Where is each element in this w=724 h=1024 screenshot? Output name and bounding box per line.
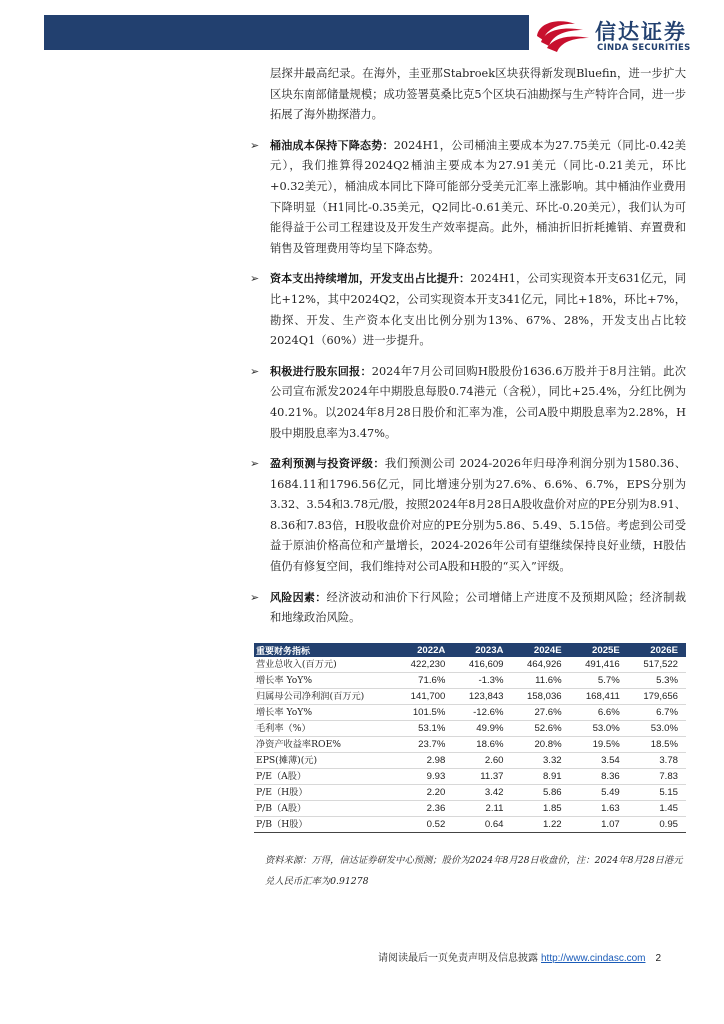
table-cell: 53.1% <box>395 721 453 737</box>
row-label: P/E（A股） <box>254 769 395 785</box>
table-body <box>254 657 686 833</box>
table-cell: 2.36 <box>395 801 453 817</box>
footer-website-link[interactable]: http://www.cindasc.com <box>541 953 646 964</box>
column-header: 2026E <box>628 643 686 657</box>
bullet-capex <box>250 269 687 351</box>
table-header-row <box>254 643 686 657</box>
table-cell: 7.83 <box>628 769 686 785</box>
logo-english-name: CINDA SECURITIES <box>597 43 691 53</box>
table-cell: 464,926 <box>512 657 570 673</box>
table-cell: 49.9% <box>453 721 511 737</box>
table-cell: 5.49 <box>570 785 628 801</box>
table-cell: 0.52 <box>395 817 453 833</box>
bullet-text: 2024年7月公司回购H股股份1636.6万股并于8月注销。此次公司宣布派发2024年中期股息每股0.74港元（含税），同比+25.4%，分红比例为40.21%。以2024年8月28日股价和汇率为准，公司A股中期股息率为2.28%，H股中期股息率为3.47%。 <box>270 364 687 440</box>
table-cell: 5.15 <box>628 785 686 801</box>
column-header: 2025E <box>570 643 628 657</box>
table-cell: 20.8% <box>512 737 570 753</box>
table-cell: 3.42 <box>453 785 511 801</box>
row-label: P/B（H股） <box>254 817 395 833</box>
table-cell: 158,036 <box>512 689 570 705</box>
table-cell: 53.0% <box>570 721 628 737</box>
table-cell: 2.20 <box>395 785 453 801</box>
table-cell: 5.3% <box>628 673 686 689</box>
bullet-text: 我们预测公司 2024-2026年归母净利润分别为1580.36、1684.11和1796.56亿元，同比增速分别为27.6%、6.6%、6.7%，EPS分别为3.32、3.54和3.78元/股，按照2024年8月28日A股收盘价对应的PE分别为8.91、8.36和7.83倍，H股收盘价对应的PE分别为5.86、5.49、5.15倍。考虑到公司受益于原油价格高位和产量增长，2024-2026年公司有望继续保持良好业绩，H股估值仍有修复空间，我们维持对公司A股和H股的“买入”评级。 <box>270 457 687 574</box>
header-bar <box>44 15 529 50</box>
report-body <box>250 64 687 629</box>
bullet-lead: 资本支出持续增加，开发支出占比提升： <box>270 272 471 286</box>
row-label: 毛利率（%） <box>254 721 395 737</box>
table-cell: 2.98 <box>395 753 453 769</box>
bullet-shareholder-return <box>250 362 687 444</box>
column-header: 2023A <box>453 643 511 657</box>
table-row <box>254 689 686 705</box>
table-cell: 517,522 <box>628 657 686 673</box>
row-label: P/E（H股） <box>254 785 395 801</box>
page-footer <box>378 949 661 964</box>
table-row <box>254 705 686 721</box>
logo-chinese-name: 信达证券 <box>595 20 687 44</box>
footer-disclaimer: 请阅读最后一页免责声明及信息披露 <box>378 953 538 964</box>
table-cell: 11.6% <box>512 673 570 689</box>
intro-paragraph: 层探井最高纪录。在海外，圭亚那Stabroek区块获得新发现Bluefin，进一步扩大区块东南部储量规模；成功签署莫桑比克5个区块石油勘探与生产特许合同，进一步拓展了海外勘探潜力。 <box>270 67 686 122</box>
table-cell: 3.32 <box>512 753 570 769</box>
bullet-cost <box>250 136 687 260</box>
table-cell: 18.5% <box>628 737 686 753</box>
table-cell: 101.5% <box>395 705 453 721</box>
row-label: 增长率 YoY% <box>254 673 395 689</box>
bullet-text: 经济波动和油价下行风险；公司增储上产进度不及预期风险；经济制裁和地缘政治风险。 <box>270 590 686 625</box>
table-cell: 2.11 <box>453 801 511 817</box>
table-row <box>254 673 686 689</box>
logo-emblem-icon <box>529 14 591 56</box>
table-row <box>254 753 686 769</box>
table-cell: 491,416 <box>570 657 628 673</box>
table-header-label: 重要财务指标 <box>254 643 395 657</box>
table-cell: -12.6% <box>453 705 511 721</box>
row-label: 增长率 YoY% <box>254 705 395 721</box>
table-row <box>254 721 686 737</box>
table-cell: 1.45 <box>628 801 686 817</box>
table-cell: 0.95 <box>628 817 686 833</box>
table-cell: 27.6% <box>512 705 570 721</box>
row-label: 归属母公司净利润(百万元) <box>254 689 395 705</box>
table-row <box>254 737 686 753</box>
row-label: EPS(摊薄)(元) <box>254 753 395 769</box>
column-header: 2024E <box>512 643 570 657</box>
bullet-arrow-icon: ➢ <box>250 364 260 378</box>
bullet-arrow-icon: ➢ <box>250 138 260 152</box>
table-cell: 1.63 <box>570 801 628 817</box>
table-row <box>254 657 686 673</box>
column-header: 2022A <box>395 643 453 657</box>
table-cell: 6.7% <box>628 705 686 721</box>
table-cell: 11.37 <box>453 769 511 785</box>
table-cell: 179,656 <box>628 689 686 705</box>
table-cell: 23.7% <box>395 737 453 753</box>
table-row <box>254 801 686 817</box>
table-cell: 71.6% <box>395 673 453 689</box>
bullet-lead: 盈利预测与投资评级： <box>270 457 385 471</box>
financial-table <box>254 643 686 833</box>
bullet-lead: 积极进行股东回报： <box>270 364 372 378</box>
table-cell: 2.60 <box>453 753 511 769</box>
source-note: 资料来源：万得，信达证券研发中心预测；股价为2024年8月28日收盘价，注：2024年8月28日港元兑人民币汇率为0.91278 <box>265 855 683 887</box>
table-cell: 18.6% <box>453 737 511 753</box>
table-cell: 5.7% <box>570 673 628 689</box>
table-row <box>254 785 686 801</box>
table-cell: -1.3% <box>453 673 511 689</box>
table-cell: 1.07 <box>570 817 628 833</box>
table-cell: 3.78 <box>628 753 686 769</box>
table-cell: 3.54 <box>570 753 628 769</box>
bullet-forecast <box>250 454 687 578</box>
page-number: 2 <box>655 953 662 964</box>
table-cell: 53.0% <box>628 721 686 737</box>
table-cell: 1.22 <box>512 817 570 833</box>
table-cell: 52.6% <box>512 721 570 737</box>
table-cell: 19.5% <box>570 737 628 753</box>
table-cell: 8.36 <box>570 769 628 785</box>
bullet-lead: 风险因素： <box>270 590 327 604</box>
bullet-arrow-icon: ➢ <box>250 272 260 286</box>
table-cell: 168,411 <box>570 689 628 705</box>
bullet-arrow-icon: ➢ <box>250 590 260 604</box>
table-cell: 0.64 <box>453 817 511 833</box>
row-label: 净资产收益率ROE% <box>254 737 395 753</box>
table-cell: 123,843 <box>453 689 511 705</box>
row-label: P/B（A股） <box>254 801 395 817</box>
table-cell: 5.86 <box>512 785 570 801</box>
table-row <box>254 817 686 833</box>
bullet-risk <box>250 588 686 629</box>
table-row <box>254 769 686 785</box>
bullet-text: 2024H1，公司桶油主要成本为27.75美元（同比-0.42美元），我们推算得2024Q2桶油主要成本为27.91美元（同比-0.21美元，环比+0.32美元），桶油成本同比下降可能部分受美元汇率上涨影响。其中桶油作业费用下降明显（H1同比-0.35美元，Q2同比-0.61美元、环比-0.20美元），我们认为可能得益于公司工程建设及开发生产效率提高。此外，桶油折旧折耗摊销、弃置费和销售及管理费用等均呈下降态势。 <box>270 138 687 255</box>
row-label: 营业总收入(百万元) <box>254 657 395 673</box>
table-cell: 1.85 <box>512 801 570 817</box>
bullet-arrow-icon: ➢ <box>250 457 260 471</box>
table-cell: 8.91 <box>512 769 570 785</box>
bullet-lead: 桶油成本保持下降态势： <box>270 138 394 152</box>
table-cell: 141,700 <box>395 689 453 705</box>
table-cell: 416,609 <box>453 657 511 673</box>
cinda-logo <box>529 14 709 56</box>
table-cell: 9.93 <box>395 769 453 785</box>
bullet-text: 2024H1，公司实现资本开支631亿元，同比+12%，其中2024Q2，公司实现资本开支341亿元，同比+18%，环比+7%，勘探、开发、生产资本化支出比例分别为13%、67%、28%，开发支出占比较2024Q1（60%）进一步提升。 <box>270 272 687 348</box>
table-cell: 6.6% <box>570 705 628 721</box>
table-cell: 422,230 <box>395 657 453 673</box>
